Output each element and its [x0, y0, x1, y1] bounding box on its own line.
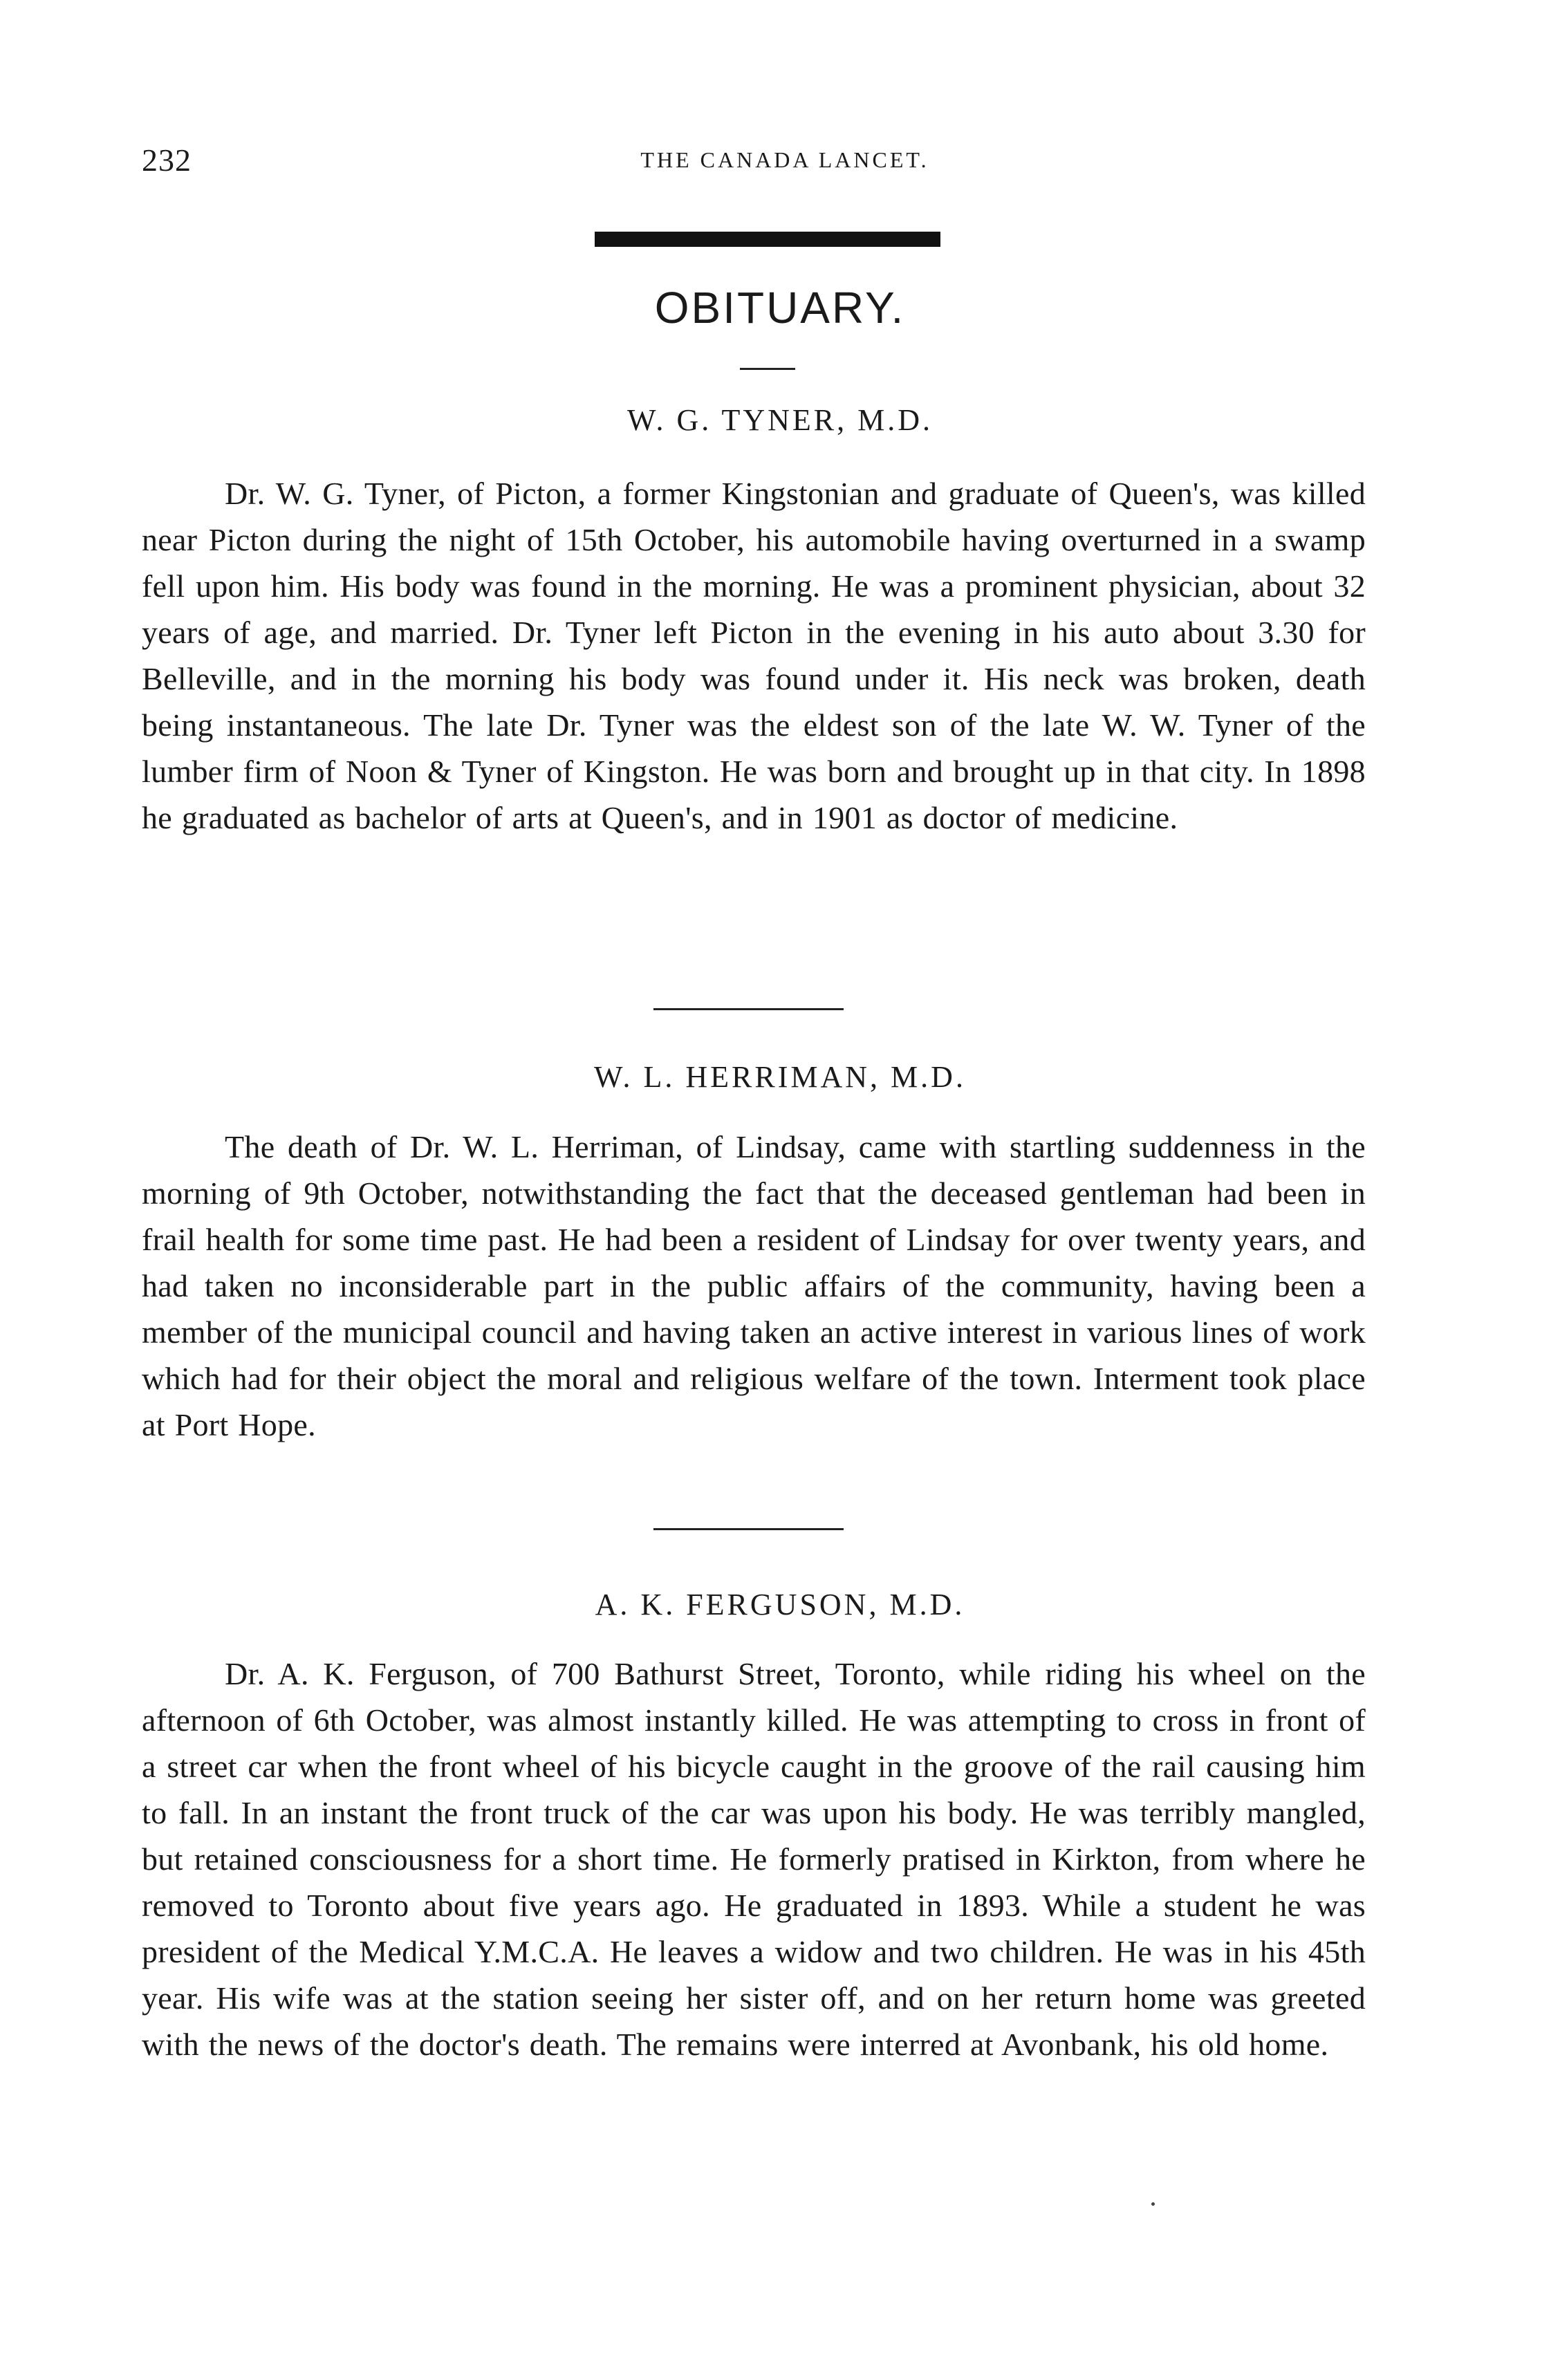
entry-body: Dr. W. G. Tyner, of Picton, a former Kingstonian and graduate of Queen's, was killed near Picton during the night of 15th October, his automobile having overturned in a swamp fell upon him. His body was found in the morning. He was a prominent physician, about 32 years of age, and married. Dr. Tyner left Picton in the evening in his auto about 3.30 for Belleville, and in the morning his body was found under it. His neck was broken, death being instantaneous. The late Dr. Tyner was the eldest son of the late W. W. Tyner of the lumber firm of Noon & Tyner of Kingston. He was born and brought up in that city. In 1898 he graduated as bachelor of arts at Queen's, and in 1901 as doctor of medicine. — [142, 476, 1366, 835]
entry-heading: W. G. TYNER, M.D. — [626, 403, 934, 437]
page-number: 232 — [142, 142, 192, 178]
decorative-bar — [595, 232, 940, 247]
entry-heading: W. L. HERRIMAN, M.D. — [594, 1060, 966, 1094]
entry-body: Dr. A. K. Ferguson, of 700 Bathurst Street, Toronto, while riding his wheel on the afternoon of 6th October, was almost instantly killed. He was attempting to cross in front of a street car when the front wheel of his bicycle caught in the groove of the rail causing him to fall. In an instant the front truck of the car was upon his body. He was terribly mangled, but retained consciousness for a short time. He formerly pratised in Kirkton, from where he removed to Toronto about five years ago. He graduated in 1893. While a student he was president of the Medical Y.M.C.A. He leaves a widow and two children. He was in his 45th year. His wife was at the station seeing her sister off, and on her return home was greeted with the news of the doctor's death. The remains were interred at Avonbank, his old home. — [142, 1656, 1366, 2062]
running-title: THE CANADA LANCET. — [640, 147, 929, 172]
entry-heading: A. K. FERGUSON, M.D. — [595, 1588, 965, 1621]
stray-mark — [1151, 2202, 1155, 2206]
entry-divider — [653, 1528, 844, 1530]
page-header — [142, 142, 1373, 183]
section-title: OBITUARY. — [654, 283, 906, 333]
entry-divider — [653, 1008, 844, 1010]
title-divider — [740, 368, 795, 370]
entry-body: The death of Dr. W. L. Herriman, of Lindsay, came with startling suddenness in the morning of 9th October, notwithstanding the fact that the deceased gentleman had been in frail health for some time past. He had been a resident of Lindsay for over twenty years, and had taken no inconsiderable part in the public affairs of the community, having been a member of the municipal council and having taken an active interest in various lines of work which had for their object the moral and religious welfare of the town. Interment took place at Port Hope. — [142, 1129, 1366, 1442]
